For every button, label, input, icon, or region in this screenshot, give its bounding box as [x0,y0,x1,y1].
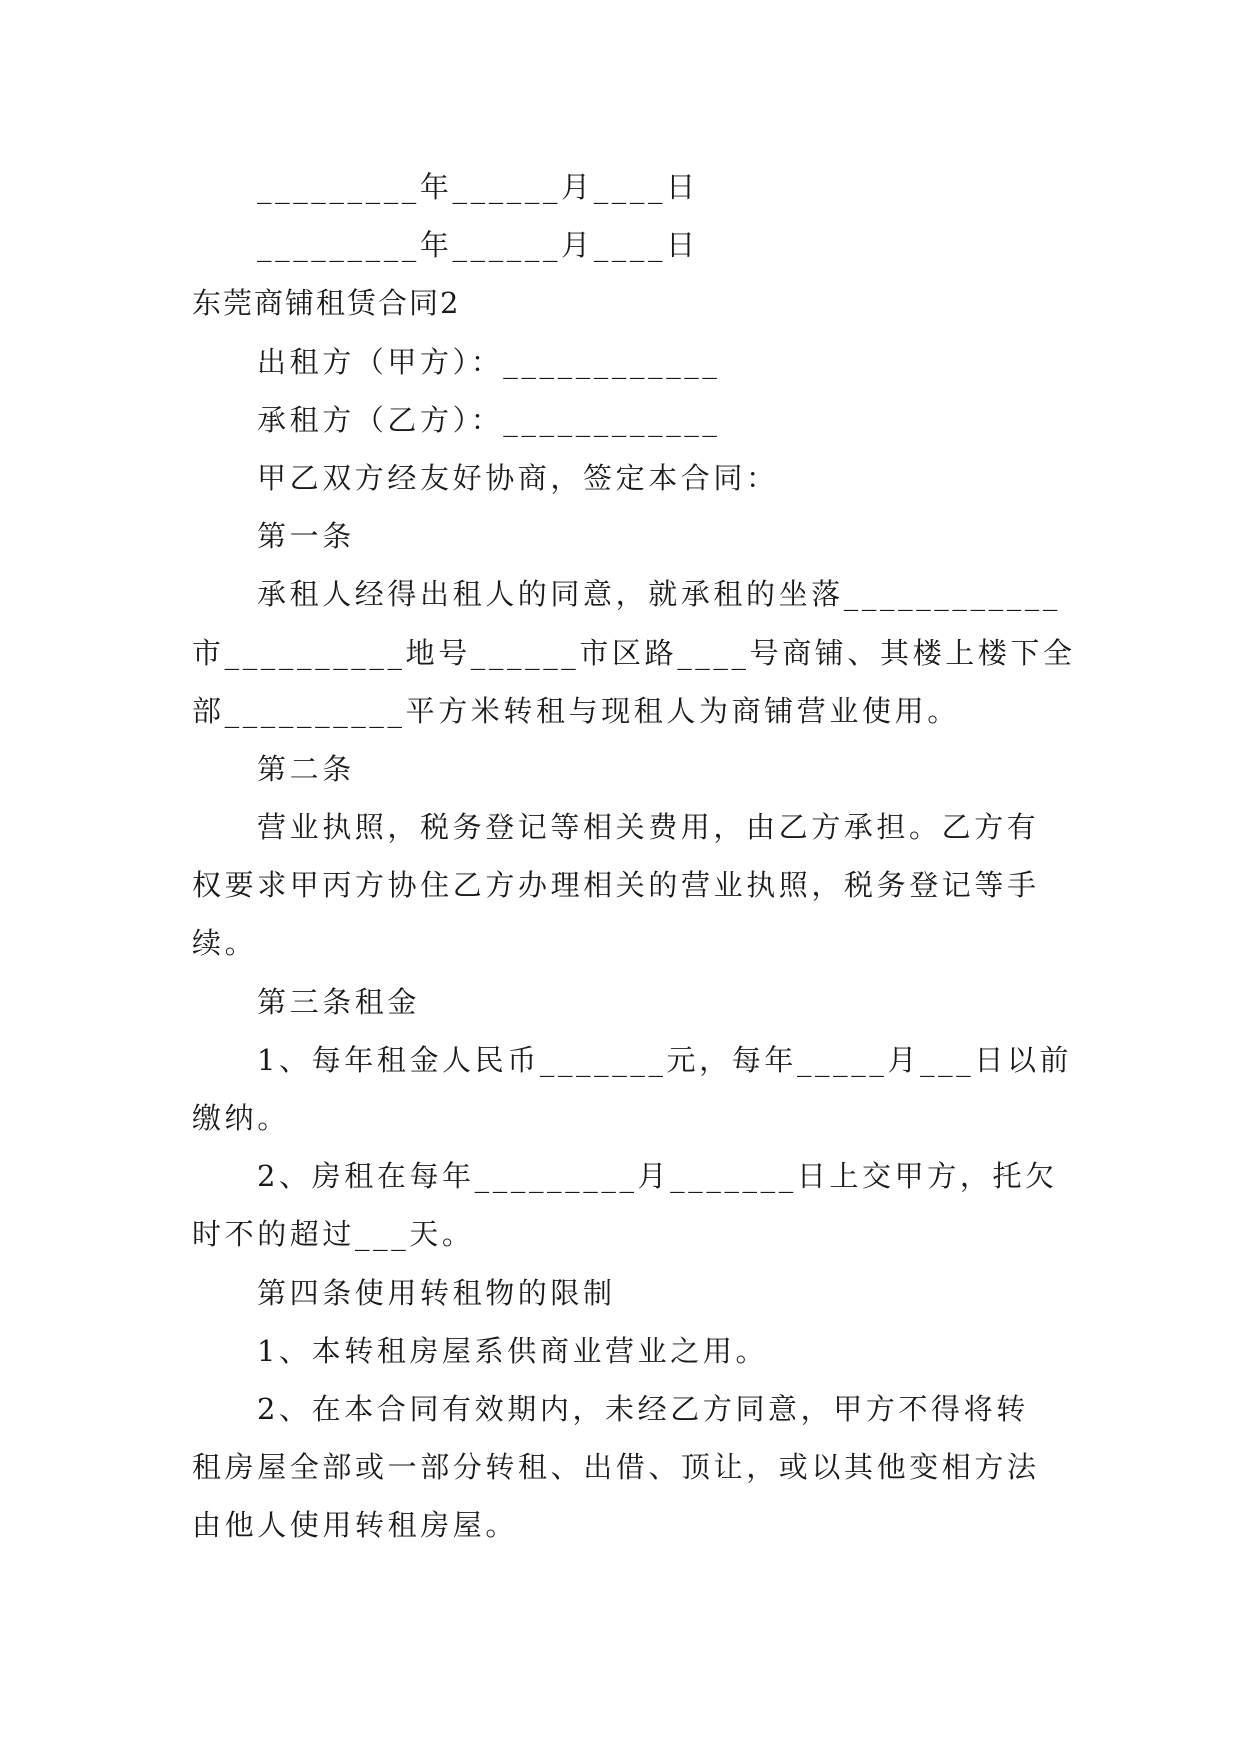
article-1-text-line-3: 部__________平方米转租与现租人为商铺营业使用。 [192,693,960,728]
article-3-item-1-line-1: 1、每年租金人民币_______元，每年_____月___日以前 [257,1042,1073,1077]
lessor-field: 出租方（甲方）：____________ [257,344,721,379]
article-2-text-line-3: 续。 [192,926,258,961]
document-title: 东莞商铺租赁合同2 [192,286,461,321]
article-2-text-line-1: 营业执照，税务登记等相关费用，由乙方承担。乙方有 [257,810,1040,845]
article-2-text-line-2: 权要求甲丙方协住乙方办理相关的营业执照，税务登记等手 [192,868,1040,903]
article-3-item-1-line-2: 缴纳。 [192,1101,290,1135]
preamble: 甲乙双方经友好协商，签定本合同： [257,460,779,495]
article-1-text-line-2: 市__________地号______市区路____号商铺、其楼上楼下全 [192,635,1076,670]
lessee-field: 承租方（乙方）：____________ [257,402,721,437]
article-3-heading: 第三条租金 [257,984,421,1019]
article-3-item-2-line-1: 2、房租在每年_________月_______日上交甲方，托欠 [257,1159,1058,1194]
date-line-2: _________年______月____日 [257,228,699,263]
article-4-item-1: 1、本转租房屋系供商业营业之用。 [257,1333,769,1368]
article-4-heading: 第四条使用转租物的限制 [257,1275,616,1310]
document-page [192,158,1076,1555]
date-line-1: _________年______月____日 [257,170,699,204]
article-2-heading: 第二条 [257,751,355,786]
article-4-item-2-line-1: 2、在本合同有效期内，未经乙方同意，甲方不得将转 [257,1391,1029,1426]
article-1-heading: 第一条 [257,519,355,554]
article-1-text-line-1: 承租人经得出租人的同意，就承租的坐落____________ [257,577,1062,612]
article-3-item-2-line-2: 时不的超过___天。 [192,1217,475,1252]
article-4-item-2-line-2: 租房屋全部或一部分转租、出借、顶让，或以其他变相方法 [192,1450,1040,1485]
article-4-item-2-line-3: 由他人使用转租房屋。 [192,1508,519,1543]
